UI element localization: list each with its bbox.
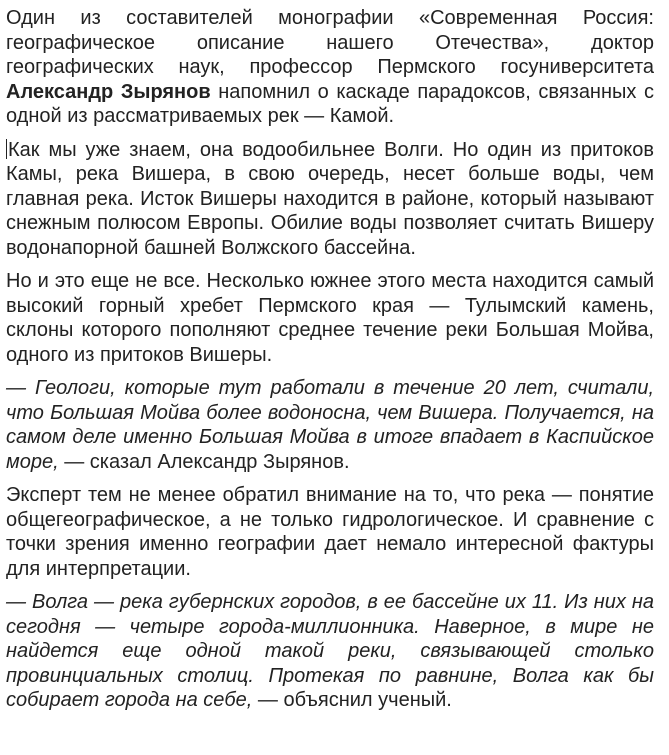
intro-text-before: Один из составителей монографии «Современная Россия: географическое описание нашего Отечества», доктор географических наук, профессор Пермского госуниверситета bbox=[6, 7, 654, 78]
quote-volga: — Волга — река губернских городов, в ее бассейне их 11. Из них на сегодня — четыре города-миллионника. Наверное, в мире не найдется еще одной такой реки, связывающей столько провинциальных столиц. Протекая по равнине, Волга как бы собирает города на себе, bbox=[6, 591, 654, 711]
quote-geologists-attribution: — сказал Александр Зырянов. bbox=[58, 450, 350, 473]
tulym-text: Но и это еще не все. Несколько южнее этого места находится самый высокий горный хребет Пермского края — Тулымский камень, склоны которого пополняют среднее течение реки Большая Мойва, одного из притоков Вишеры. bbox=[6, 270, 654, 366]
kama-text: Как мы уже знаем, она водообильнее Волги. Но один из притоков Камы, река Вишера, в свою очередь, несет больше воды, чем главная река. Исток Вишеры находится в районе, который называют снежным полюсом Европы. Обилие воды позволяет считать Вишеру водонапорной башней Волжского бассейна. bbox=[6, 138, 654, 259]
paragraph-quote-volga bbox=[6, 590, 654, 713]
expert-text: Эксперт тем не менее обратил внимание на то, что река — понятие общегеографическое, а не только гидрологическое. И сравнение с точки зрения именно географии дает немало интересной фактуры для интерпретации. bbox=[6, 484, 654, 580]
paragraph-tulym bbox=[6, 269, 654, 367]
text-cursor bbox=[6, 139, 7, 159]
paragraph-expert bbox=[6, 483, 654, 581]
quote-volga-attribution: — объяснил ученый. bbox=[252, 689, 452, 711]
intro-text-after: напомнил о каскаде парадоксов, связанных с одной из рассматриваемых рек — Камой. bbox=[6, 80, 654, 127]
article-body bbox=[6, 6, 654, 722]
paragraph-quote-geologists bbox=[6, 376, 654, 474]
paragraph-intro bbox=[6, 6, 654, 129]
quote-geologists: — Геологи, которые тут работали в течение 20 лет, считали, что Большая Мойва более водоносна, чем Вишера. Получается, на самом деле именно Большая Мойва в итоге впадает в Каспийское море, bbox=[6, 377, 654, 473]
paragraph-kama bbox=[6, 138, 654, 261]
expert-name: Александр Зырянов bbox=[6, 80, 211, 103]
